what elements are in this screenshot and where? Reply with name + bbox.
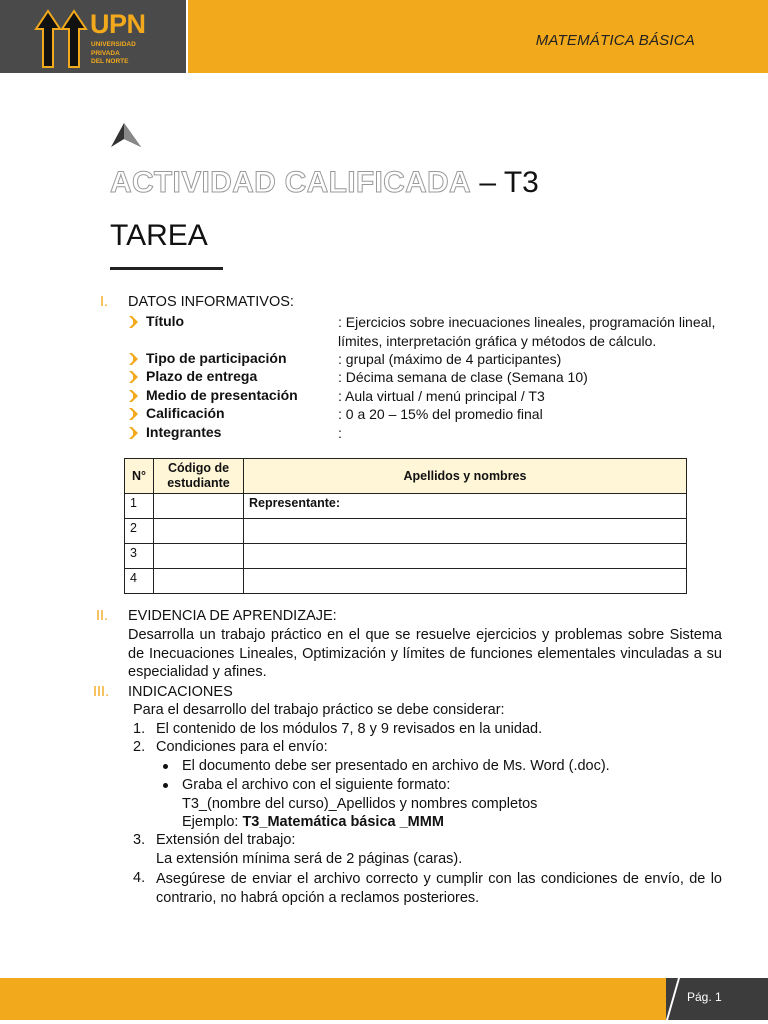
bullet-item: Graba el archivo con el siguiente formato:	[182, 777, 451, 793]
chevron-right-icon	[128, 371, 141, 383]
student-name-cell	[244, 569, 687, 594]
title-underline	[110, 267, 223, 270]
info-value: : 0 a 20 – 15% del promedio final	[338, 406, 543, 422]
members-table	[124, 458, 687, 594]
info-label: Integrantes	[146, 424, 222, 440]
info-value: : Décima semana de clase (Semana 10)	[338, 369, 588, 385]
example-value: T3_Matemática básica _MMM	[242, 814, 444, 830]
upn-arrows-icon	[34, 9, 90, 69]
row-number: 1	[125, 494, 154, 519]
title-dash: –	[479, 166, 497, 199]
student-name-cell	[244, 519, 687, 544]
student-code-cell	[154, 519, 244, 544]
activity-title-outline: ACTIVIDAD CALIFICADA	[110, 166, 471, 199]
list-number: 3.	[133, 832, 146, 848]
page-number: Pág. 1	[687, 990, 722, 1004]
file-format: T3_(nombre del curso)_Apellidos y nombres completos	[182, 796, 538, 812]
file-example	[182, 814, 444, 830]
page-header	[0, 0, 768, 73]
indications-intro: Para el desarrollo del trabajo práctico se debe considerar:	[133, 702, 505, 718]
row-number: 4	[125, 569, 154, 594]
column-header: N°	[125, 459, 154, 494]
student-name-cell: Representante:	[244, 494, 687, 519]
list-number: 4.	[133, 870, 146, 886]
chevron-right-icon	[128, 408, 141, 420]
row-number: 3	[125, 544, 154, 569]
list-item: El contenido de los módulos 7, 8 y 9 revisados en la unidad.	[156, 721, 543, 737]
section-heading: INDICACIONES	[128, 684, 233, 700]
chevron-right-icon	[128, 390, 141, 402]
bullet-icon	[163, 764, 168, 769]
section-number: I.	[100, 294, 109, 310]
info-label: Tipo de participación	[146, 350, 287, 366]
header-logo-panel	[0, 0, 186, 73]
student-name-cell	[244, 544, 687, 569]
section-heading: DATOS INFORMATIVOS:	[128, 294, 294, 310]
row-number: 2	[125, 519, 154, 544]
table-row	[125, 494, 687, 519]
info-value: : grupal (máximo de 4 participantes)	[338, 351, 562, 367]
column-header: Apellidos y nombres	[244, 459, 687, 494]
chevron-right-icon	[128, 353, 141, 365]
info-value: : Ejercicios sobre inecuaciones lineales, programación lineal, límites, interpretación gráfica y métodos de cálculo.	[338, 314, 716, 349]
column-header: Código de estudiante	[154, 459, 244, 494]
info-label: Título	[146, 313, 185, 329]
course-title: MATEMÁTICA BÁSICA	[535, 32, 695, 49]
student-code-cell	[154, 569, 244, 594]
section-number: II.	[96, 608, 109, 624]
bullet-item: El documento debe ser presentado en archivo de Ms. Word (.doc).	[182, 758, 610, 774]
activity-code: T3	[503, 166, 539, 199]
section-paragraph: Desarrolla un trabajo práctico en el que se resuelve ejercicios y problemas sobre Sistema de Inecuaciones Lineales, Optimización y límites de funciones elementales vinculadas a su especialidad y afines.	[128, 627, 722, 680]
info-value: :	[338, 425, 342, 441]
footer-slant-decoration	[660, 978, 684, 1020]
navigation-arrow-icon	[110, 122, 142, 148]
info-label: Calificación	[146, 405, 225, 421]
table-row	[125, 519, 687, 544]
example-label: Ejemplo:	[182, 814, 243, 830]
table-row	[125, 544, 687, 569]
info-label: Medio de presentación	[146, 387, 298, 403]
list-item: Asegúrese de enviar el archivo correcto y cumplir con las condiciones de envío, de lo contrario, no habrá opción a reclamos posteriores.	[156, 871, 722, 906]
list-item: Condiciones para el envío:	[156, 739, 328, 755]
activity-title	[110, 166, 539, 200]
logo-text: UPN	[90, 9, 146, 39]
table-header-row	[125, 459, 687, 494]
logo-subtext: UNIVERSIDAD PRIVADA DEL NORTE	[91, 41, 136, 65]
upn-logo	[34, 9, 146, 69]
info-label: Plazo de entrega	[146, 368, 258, 384]
info-value: : Aula virtual / menú principal / T3	[338, 388, 545, 404]
list-number: 2.	[133, 739, 146, 755]
list-item: Extensión del trabajo:	[156, 832, 296, 848]
chevron-right-icon	[128, 316, 141, 328]
chevron-right-icon	[128, 427, 141, 439]
bullet-icon	[163, 783, 168, 788]
table-row	[125, 569, 687, 594]
header-band	[188, 0, 768, 73]
list-number: 1.	[133, 721, 146, 737]
student-code-cell	[154, 494, 244, 519]
section-heading: EVIDENCIA DE APRENDIZAJE:	[128, 608, 337, 624]
footer-band	[0, 978, 768, 1020]
student-code-cell	[154, 544, 244, 569]
page-subtitle: TAREA	[110, 219, 208, 252]
list-item-detail: La extensión mínima será de 2 páginas (caras).	[156, 851, 463, 867]
section-number: III.	[93, 684, 110, 700]
